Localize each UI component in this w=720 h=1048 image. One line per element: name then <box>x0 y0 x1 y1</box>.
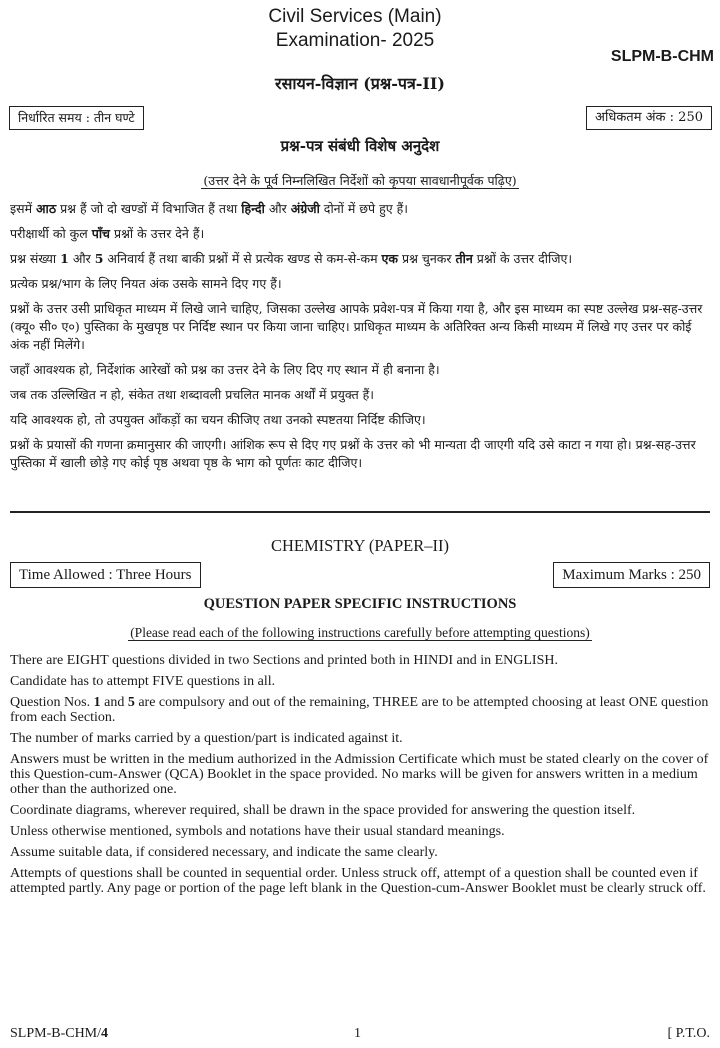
page-number: 1 <box>354 1026 361 1041</box>
english-time-allowed: Time Allowed : Three Hours <box>10 562 201 588</box>
instruction-text: और <box>264 201 291 216</box>
instruction-text: प्रश्न संख्या <box>10 251 61 266</box>
instruction-text: इसमें <box>10 201 37 216</box>
instruction-text: Attempts of questions shall be counted in sequential order. Unless struck off, attempt of a question shall be counted even if attempted partly. Any page or portion of the page left blank in the Question-cum-Answer Booklet must be clearly struck off. <box>10 866 706 896</box>
instruction-text: and <box>100 695 128 710</box>
instruction-text: प्रत्येक प्रश्न/भाग के लिए नियत अंक उसके सामने दिए गए हैं। <box>10 276 282 291</box>
instruction-text: और <box>68 251 95 266</box>
english-instruction-7 <box>10 824 712 839</box>
emphasis-text: अंग्रेजी <box>290 201 320 216</box>
english-instruction-4 <box>10 731 712 746</box>
hindi-instruction-7 <box>10 386 710 404</box>
emphasis-text: 5 <box>127 695 135 710</box>
instruction-text: There are EIGHT questions divided in two Sections and printed both in HINDI and in ENGLISH. <box>10 653 558 668</box>
emphasis-text: आठ <box>36 201 57 216</box>
footer-code-prefix: SLPM-B-CHM/ <box>10 1026 102 1041</box>
footer-paper-code <box>10 1026 108 1042</box>
hindi-max-marks: अधिकतम अंक : 250 <box>586 106 712 130</box>
english-instruction-6 <box>10 803 712 818</box>
instruction-text: Coordinate diagrams, wherever required, shall be drawn in the space provided for answering the question itself. <box>10 803 636 818</box>
exam-name-line1: Civil Services (Main) <box>268 6 442 27</box>
english-instructions-subheading <box>0 624 720 642</box>
instruction-text: प्रश्न चुनकर <box>398 251 456 266</box>
pto-indicator: [ P.T.O. <box>667 1026 710 1041</box>
instruction-text: प्रश्न हैं जो दो खण्डों में विभाजित हैं तथा <box>56 201 242 216</box>
instruction-text: Question Nos. <box>10 695 94 710</box>
instruction-text: are compulsory and out of the remaining, THREE are to be attempted choosing at least ONE question from each Section. <box>10 695 709 725</box>
english-max-marks: Maximum Marks : 250 <box>553 562 710 588</box>
english-instruction-5 <box>10 752 712 797</box>
instruction-text: प्रश्नों के उत्तर दीजिए। <box>472 251 573 266</box>
hindi-instruction-9 <box>10 436 710 472</box>
instruction-text: परीक्षार्थी को कुल <box>10 226 92 241</box>
english-instruction-1 <box>10 653 712 668</box>
english-subheading-text: (Please read each of the following instructions carefully before attempting questions) <box>130 625 590 640</box>
english-instruction-9 <box>10 866 712 896</box>
hindi-instruction-2 <box>10 225 710 243</box>
instruction-text: Unless otherwise mentioned, symbols and notations have their usual standard meanings. <box>10 824 505 839</box>
instruction-text: दोनों में छपे हुए हैं। <box>319 201 409 216</box>
exam-name-line2: Examination- 2025 <box>275 30 435 51</box>
english-instruction-8 <box>10 845 712 860</box>
hindi-instructions-heading: प्रश्न-पत्र संबंधी विशेष अनुदेश <box>280 137 440 155</box>
english-instructions-list <box>10 653 712 902</box>
instruction-text: प्रश्नों के प्रयासों की गणना क्रमानुसार की जाएगी। आंशिक रूप से दिए गए प्रश्नों के उत्तर को भी मान्यता दी जाएगी यदि उसे काटा न गया हो। प्रश्न-सह-उत्तर पुस्तिका में खाली छोड़े गए कोई पृष्ठ अथवा पृष्ठ के भाग को पूर्णतः काट दीजिए। <box>10 437 696 470</box>
hindi-instructions-subheading <box>0 170 720 189</box>
instruction-text: The number of marks carried by a question/part is indicated against it. <box>10 731 403 746</box>
hindi-instruction-1 <box>10 200 710 218</box>
hindi-instruction-4 <box>10 275 710 293</box>
section-divider <box>10 511 710 513</box>
instruction-text: जब तक उल्लिखित न हो, संकेत तथा शब्दावली प्रचलित मानक अर्थों में प्रयुक्त हैं। <box>10 387 375 402</box>
emphasis-text: तीन <box>455 251 473 266</box>
emphasis-text: 1 <box>60 251 69 266</box>
instruction-text: प्रश्नों के उत्तर उसी प्राधिकृत माध्यम में लिखे जाने चाहिए, जिसका उल्लेख आपके प्रवेश-पत्र में किया गया है, और इस माध्यम का स्पष्ट उल्लेख प्रश्न-सह-उत्तर (क्यू० सी० ए०) पुस्तिका के मुखपृष्ठ पर निर्दिष्ट स्थान पर किया जाना चाहिए। प्राधिकृत माध्यम के अतिरिक्त अन्य किसी माध्यम में लिखे गए उत्तर पर कोई अंक नहीं मिलेंगे। <box>10 301 703 352</box>
hindi-instruction-6 <box>10 361 710 379</box>
emphasis-text: पाँच <box>91 226 110 241</box>
instruction-text: प्रश्नों के उत्तर देने हैं। <box>110 226 205 241</box>
hindi-instruction-5 <box>10 300 710 354</box>
emphasis-text: 5 <box>94 251 104 266</box>
emphasis-text: एक <box>381 251 399 266</box>
hindi-subheading-text: (उत्तर देने के पूर्व निम्नलिखित निर्देशों को कृपया सावधानीपूर्वक पढ़िए) <box>203 173 517 188</box>
hindi-paper-title: रसायन-विज्ञान (प्रश्न-पत्र-II) <box>275 74 445 93</box>
english-instruction-3 <box>10 695 712 725</box>
english-instructions-heading: QUESTION PAPER SPECIFIC INSTRUCTIONS <box>203 596 517 612</box>
instruction-text: यदि आवश्यक हो, तो उपयुक्त आँकड़ों का चयन कीजिए तथा उनको स्पष्टतया निर्दिष्ट कीजिए। <box>10 412 426 427</box>
hindi-instructions-list <box>10 200 710 479</box>
instruction-text: Answers must be written in the medium authorized in the Admission Certificate which must be stated clearly on the cover of this Question-cum-Answer (QCA) Booklet in the space provided. No marks will be given for answers written in a medium other than the authorized one. <box>10 752 709 797</box>
instruction-text: अनिवार्य हैं तथा बाकी प्रश्नों में से प्रत्येक खण्ड से कम-से-कम <box>103 251 382 266</box>
instruction-text: Candidate has to attempt FIVE questions in all. <box>10 674 276 689</box>
english-instruction-2 <box>10 674 712 689</box>
footer-code-suffix: 4 <box>101 1026 109 1041</box>
emphasis-text: हिन्दी <box>241 201 265 216</box>
english-paper-title: CHEMISTRY (PAPER–II) <box>270 536 449 555</box>
instruction-text: Assume suitable data, if considered necessary, and indicate the same clearly. <box>10 845 438 860</box>
instruction-text: जहाँ आवश्यक हो, निर्देशांक आरेखों को प्रश्न का उत्तर देने के लिए दिए गए स्थान में ही बनाना है। <box>10 362 440 377</box>
hindi-time-allowed: निर्धारित समय : तीन घण्टे <box>9 106 144 130</box>
emphasis-text: 1 <box>93 695 101 710</box>
hindi-instruction-8 <box>10 411 710 429</box>
hindi-instruction-3 <box>10 250 710 268</box>
paper-code: SLPM-B-CHM <box>610 48 714 65</box>
